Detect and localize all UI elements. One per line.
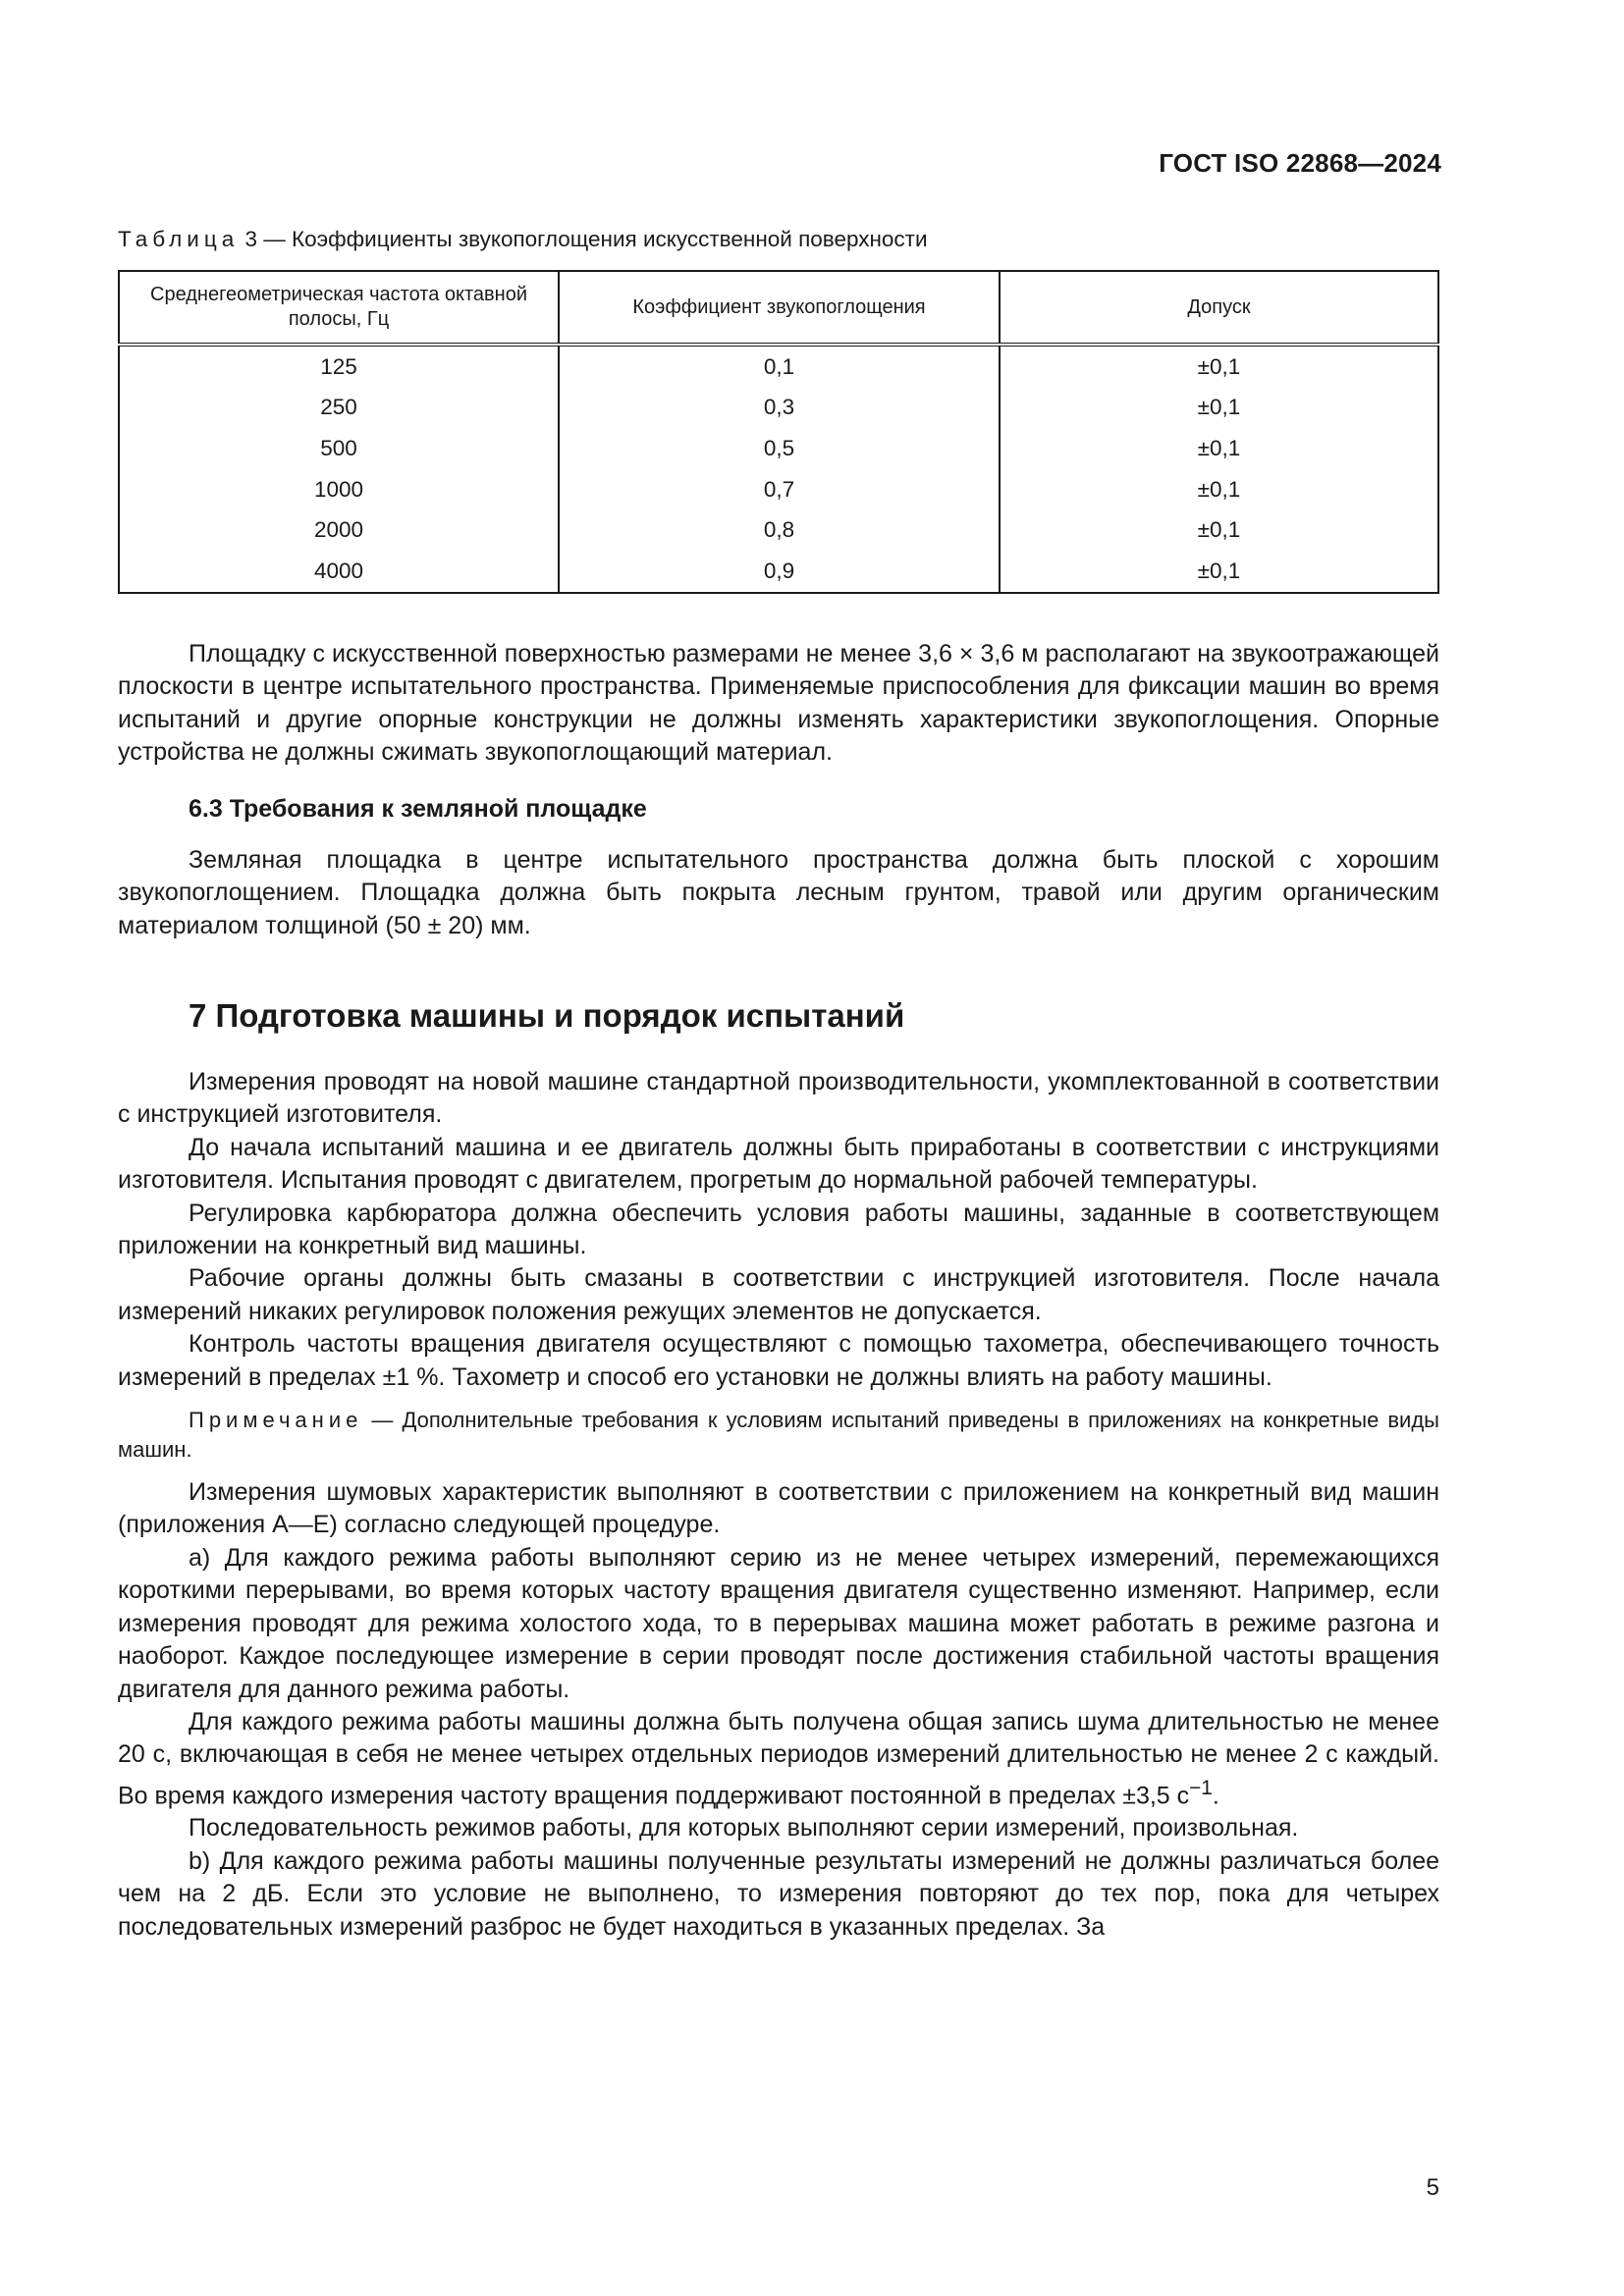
cell-coefficient: 0,1 [559,345,1000,388]
section-7-paragraph-10: b) Для каждого режима работы машины полученные результаты измерений не должны различаться более чем на 2 дБ. Если это условие не выполнено, то измерения повторяют до тех пор, пока для четырех последовательных измерений разброс не будет находиться в указанных пределах. За [118,1846,1439,1941]
subsection-6-3-body [118,844,1439,942]
cell-frequency: 500 [119,428,559,469]
page-number: 5 [1426,2174,1439,2201]
section-7-paragraph-1: Измерения проводят на новой машине стандартной производительности, укомплектованной в соответствии с инструкцией изготовителя. [118,1068,1439,1129]
surface-paragraph-block [118,638,1439,770]
cell-tolerance: ±0,1 [1000,428,1438,469]
column-header-tolerance: Допуск [1000,271,1438,345]
cell-tolerance: ±0,1 [1000,509,1438,551]
section-7-paragraph-3: Регулировка карбюратора должна обеспечить условия работы машины, заданные в соответствующем приложении на конкретный вид машины. [118,1199,1439,1260]
table-row [119,469,1438,510]
document-code-header: ГОСТ ISO 22868—2024 [1159,148,1441,178]
section-7-paragraph-7: a) Для каждого режима работы выполняют серию из не менее четырех измерений, перемежающихся короткими перерывами, во время которых частоту вращения двигателя существенно изменяют. Например, если измерения проводят для режима холостого хода, то в перерывах машина может работать в режиме разгона и наоборот. Каждое последующее измерение в серии проводят после достижения стабильной частоты вращения двигателя для данного режима работы. [118,1543,1439,1703]
cell-coefficient: 0,7 [559,469,1000,510]
subsection-6-3-title: 6.3 Требования к земляной площадке [189,795,647,823]
paragraph-8-end: . [1212,1782,1219,1810]
table-row [119,551,1438,593]
note-label: Примечание [189,1408,363,1433]
section-7-paragraph-4: Рабочие органы должны быть смазаны в соответствии с инструкцией изготовителя. После начала измерений никаких регулировок положения режущих элементов не допускается. [118,1264,1439,1325]
section-7-body [118,1066,1439,1944]
column-header-coefficient: Коэффициент звукопоглощения [559,271,1000,345]
cell-frequency: 4000 [119,551,559,593]
table-caption [118,227,928,252]
cell-frequency: 125 [119,345,559,388]
section-7-title: 7 Подготовка машины и порядок испытаний [189,997,905,1034]
table-caption-text: 3 — Коэффициенты звукопоглощения искусственной поверхности [239,227,928,251]
cell-coefficient: 0,5 [559,428,1000,469]
table-row [119,509,1438,551]
cell-tolerance: ±0,1 [1000,345,1438,388]
section-7-paragraph-6: Измерения шумовых характеристик выполняют в соответствии с приложением на конкретный вид машин (приложения А—Е) согласно следующей процедуре. [118,1478,1439,1539]
note-paragraph [118,1406,1439,1465]
cell-frequency: 2000 [119,509,559,551]
section-7-paragraph-2: До начала испытаний машина и ее двигатель должны быть приработаны в соответствии с инструкциями изготовителя. Испытания проводят с двигателем, прогретым до нормальной рабочей температуры. [118,1133,1439,1195]
cell-coefficient: 0,9 [559,551,1000,593]
table-caption-label: Таблица [118,227,240,251]
section-7-paragraph-9: Последовательность режимов работы, для которых выполняют серии измерений, произвольная. [189,1814,1299,1842]
table-row [119,345,1438,388]
sound-absorption-table-wrapper [118,270,1439,594]
cell-coefficient: 0,8 [559,509,1000,551]
section-7-paragraph-5: Контроль частоты вращения двигателя осуществляют с помощью тахометра, обеспечивающего точность измерений в пределах ±1 %. Тахометр и способ его установки не должны влиять на работу машины. [118,1330,1439,1391]
note-text: — Дополнительные требования к условиям испытаний приведены в приложениях на конкретные виды машин. [118,1408,1439,1463]
cell-tolerance: ±0,1 [1000,388,1438,429]
subsection-6-3-paragraph: Земляная площадка в центре испытательного пространства должна быть плоской с хорошим звукопоглощением. Площадка должна быть покрыта лесным грунтом, травой или другим органическим материалом толщиной (50 ± 20) мм. [118,846,1439,939]
cell-frequency: 250 [119,388,559,429]
cell-tolerance: ±0,1 [1000,469,1438,510]
section-7-paragraph-8 [118,1706,1439,1813]
table-row [119,428,1438,469]
table-row [119,388,1438,429]
sound-absorption-table [118,270,1439,594]
paragraph-8-superscript: −1 [1189,1776,1213,1799]
cell-frequency: 1000 [119,469,559,510]
surface-paragraph: Площадку с искусственной поверхностью размерами не менее 3,6 × 3,6 м располагают на звукоотражающей плоскости в центре испытательного пространства. Применяемые приспособления для фиксации машин во время испытаний и другие опорные конструкции не должны изменять характеристики звукопоглощения. Опорные устройства не должны сжимать звукопоглощающий материал. [118,640,1439,767]
column-header-frequency: Среднегеометрическая частота октавной полосы, Гц [119,271,559,345]
paragraph-8-main: Для каждого режима работы машины должна быть получена общая запись шума длительностью не менее 20 с, включающая в себя не менее четырех отдельных периодов измерений длительностью не менее 2 с каждый. Во время каждого измерения частоту вращения поддерживают постоянной в пределах ±3,5 с [118,1707,1439,1810]
cell-tolerance: ±0,1 [1000,551,1438,593]
cell-coefficient: 0,3 [559,388,1000,429]
table-header-row [119,271,1438,345]
